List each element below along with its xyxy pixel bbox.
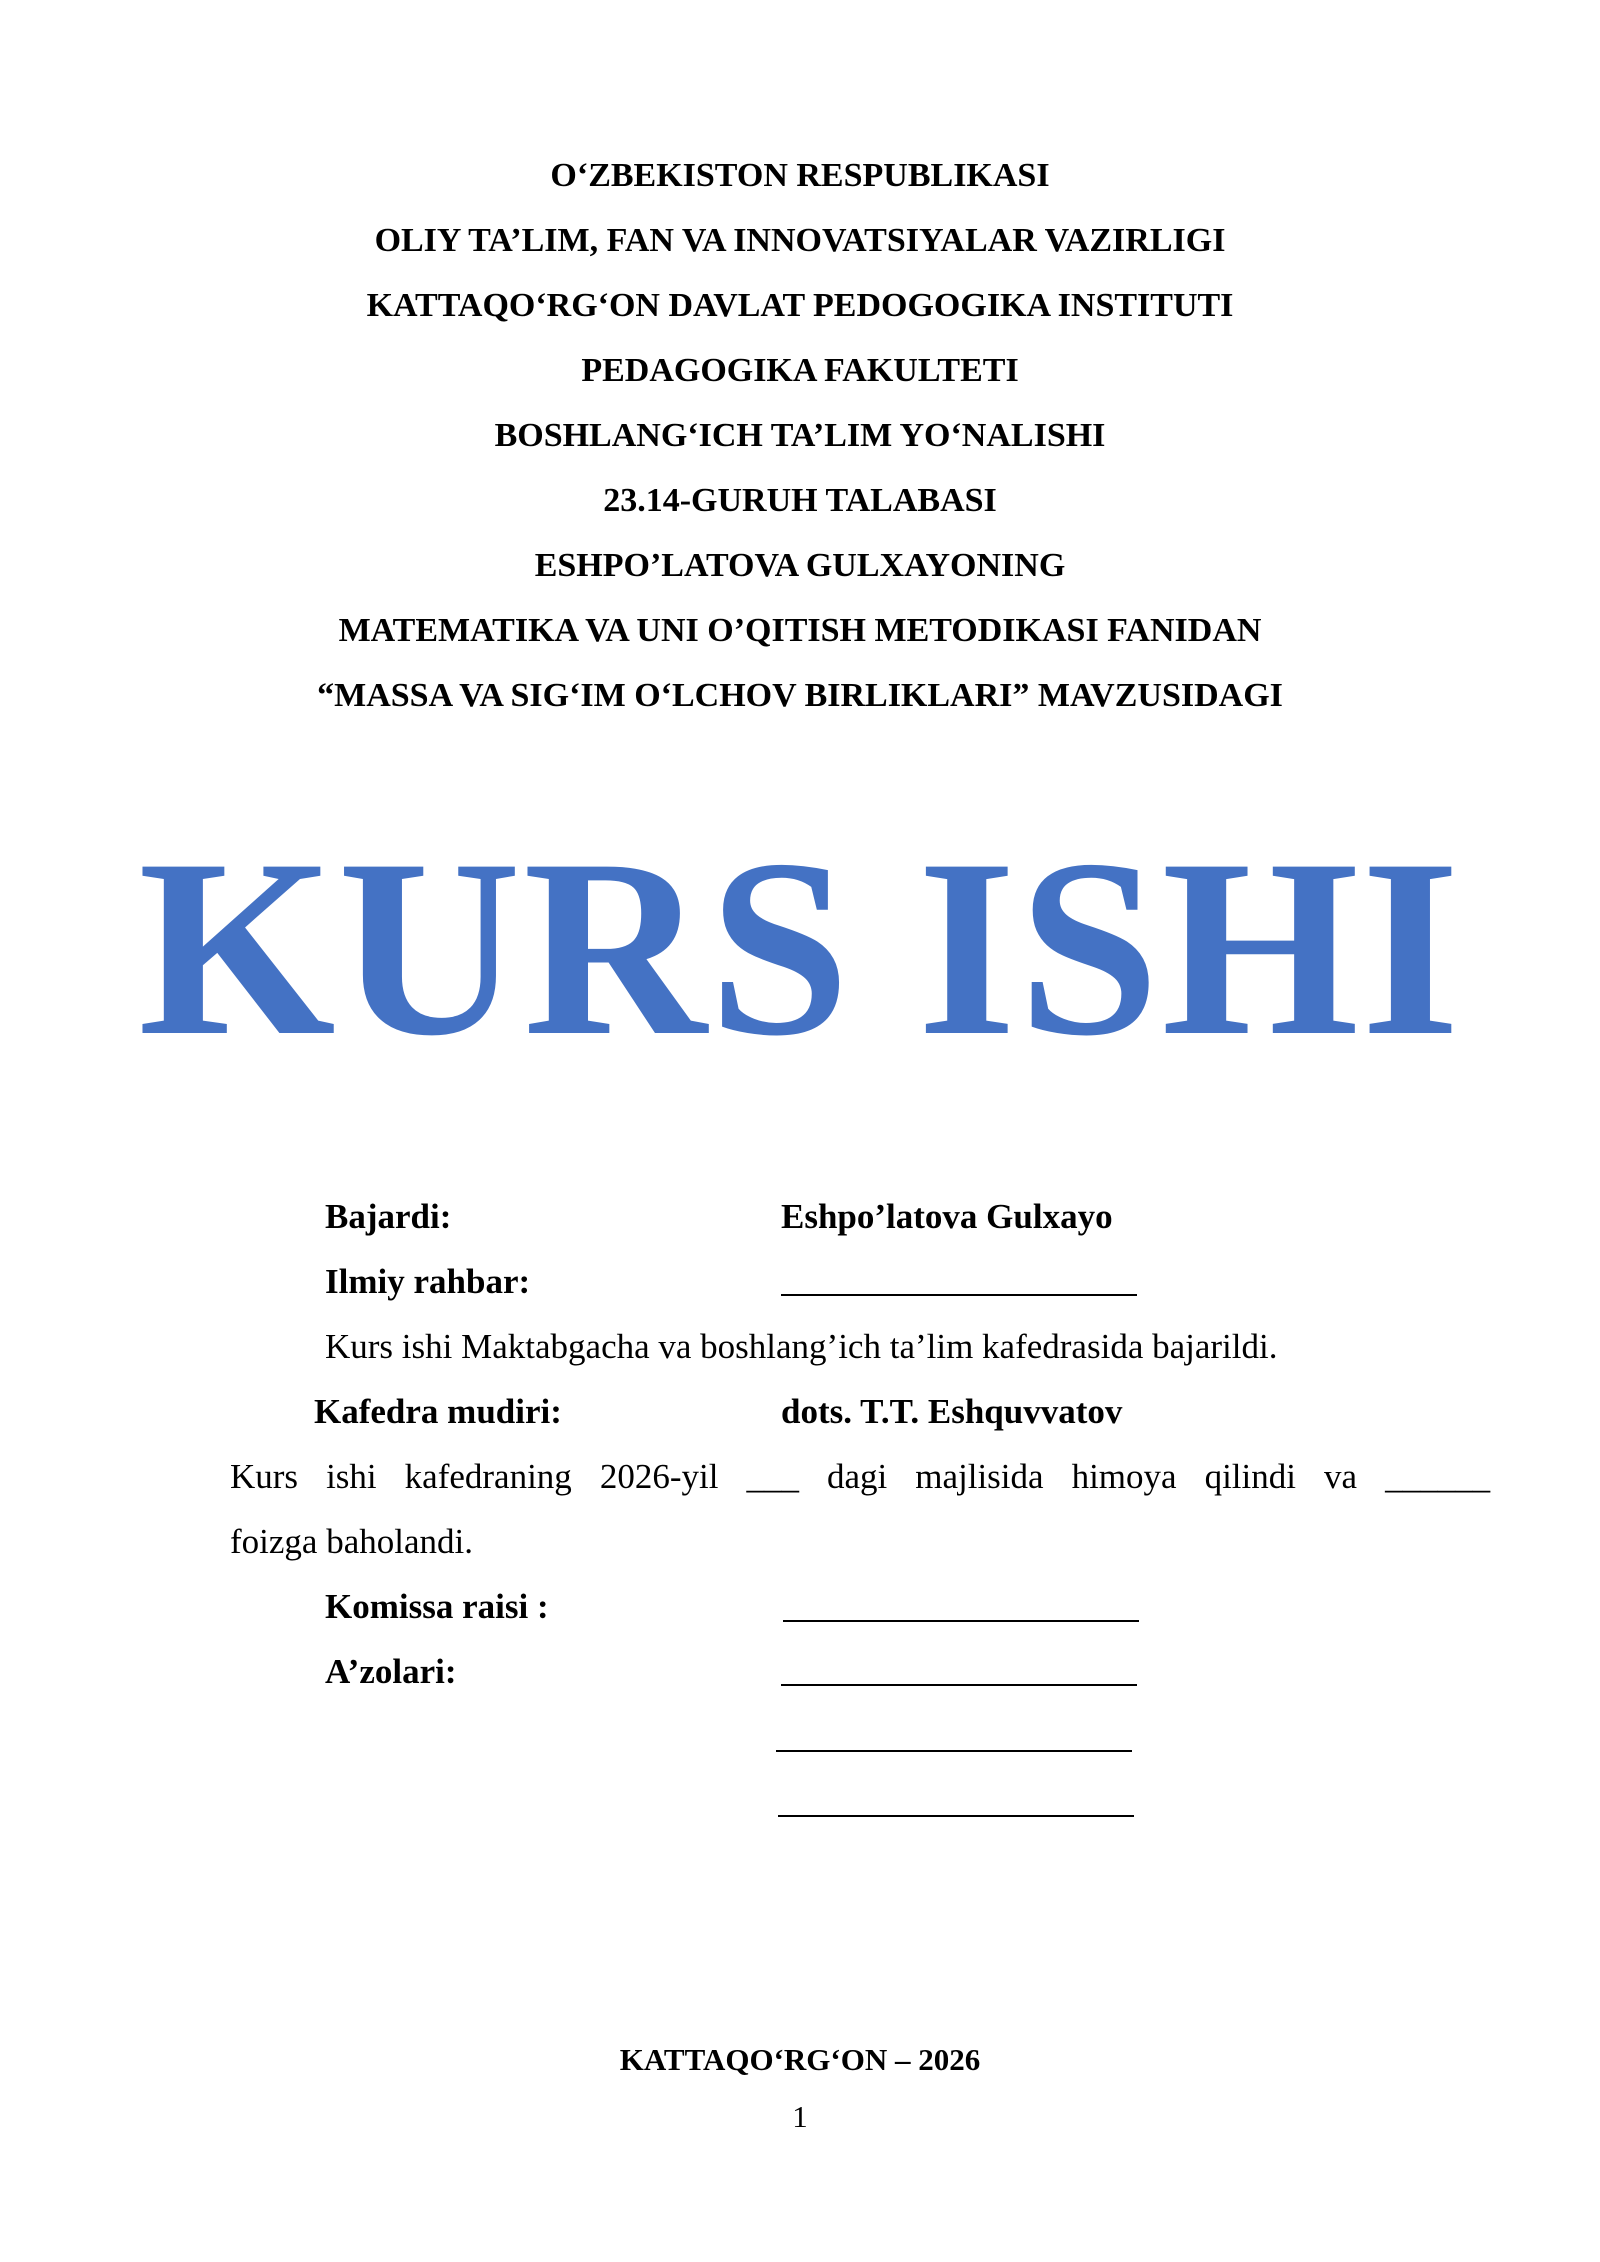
himoya-word: kafedraning	[404, 1457, 572, 1496]
kafedra-note: Kurs ishi Maktabgacha va boshlang’ich ta’lim kafedrasida bajarildi.	[325, 1327, 1278, 1366]
himoya-date-blank: ___	[746, 1457, 799, 1496]
header-line-subject: MATEMATIKA VA UNI O’QITISH METODIKASI FANIDAN	[338, 612, 1262, 649]
himoya-word: va	[1324, 1457, 1358, 1496]
ilmiy-rahbar-label: Ilmiy rahbar:	[325, 1262, 531, 1301]
komissa-raisi-signature-line	[783, 1620, 1139, 1622]
azolari-signature-line-2	[776, 1750, 1132, 1752]
himoya-word: majlisida	[915, 1457, 1044, 1496]
header-line-faculty: PEDAGOGIKA FAKULTETI	[581, 352, 1019, 389]
azolari-signature-line-3	[778, 1815, 1134, 1817]
header-line-republic: O‘ZBEKISTON RESPUBLIKASI	[550, 157, 1050, 194]
himoya-word: ishi	[326, 1457, 377, 1496]
himoya-line-1	[230, 1456, 1490, 1498]
header-line-ministry: OLIY TA’LIM, FAN VA INNOVATSIYALAR VAZIRLIGI	[374, 222, 1226, 259]
azolari-signature-line-1	[781, 1684, 1137, 1686]
komissa-raisi-label: Komissa raisi :	[325, 1587, 549, 1626]
ilmiy-rahbar-signature-line	[781, 1294, 1137, 1296]
himoya-word: 2026-yil	[599, 1457, 719, 1496]
himoya-word: dagi	[826, 1457, 888, 1496]
himoya-word: himoya	[1071, 1457, 1177, 1496]
himoya-line-2: foizga baholandi.	[230, 1522, 473, 1561]
document-title: KURS ISHI	[138, 807, 1462, 1088]
header-line-topic: “MASSA VA SIG‘IM O‘LCHOV BIRLIKLARI” MAVZUSIDAGI	[317, 677, 1283, 714]
header-line-group: 23.14-GURUH TALABASI	[603, 482, 997, 519]
header-line-student: ESHPO’LATOVA GULXAYONING	[534, 547, 1066, 584]
bajardi-value: Eshpo’latova Gulxayo	[781, 1197, 1113, 1236]
himoya-word: Kurs	[230, 1457, 299, 1496]
header-line-institute: KATTAQO‘RG‘ON DAVLAT PEDOGOGIKA INSTITUTI	[366, 287, 1234, 324]
kafedra-mudiri-label: Kafedra mudiri:	[314, 1392, 562, 1431]
header-line-direction: BOSHLANG‘ICH TA’LIM YO‘NALISHI	[494, 417, 1106, 454]
azolari-label: A’zolari:	[325, 1652, 457, 1691]
bajardi-label: Bajardi:	[325, 1197, 452, 1236]
himoya-score-blank: ______	[1385, 1457, 1491, 1496]
footer-place-year: KATTAQO‘RG‘ON – 2026	[619, 2042, 981, 2077]
kafedra-mudiri-value: dots. T.T. Eshquvvatov	[781, 1392, 1123, 1431]
himoya-word: qilindi	[1204, 1457, 1296, 1496]
page-number: 1	[792, 2099, 808, 2134]
